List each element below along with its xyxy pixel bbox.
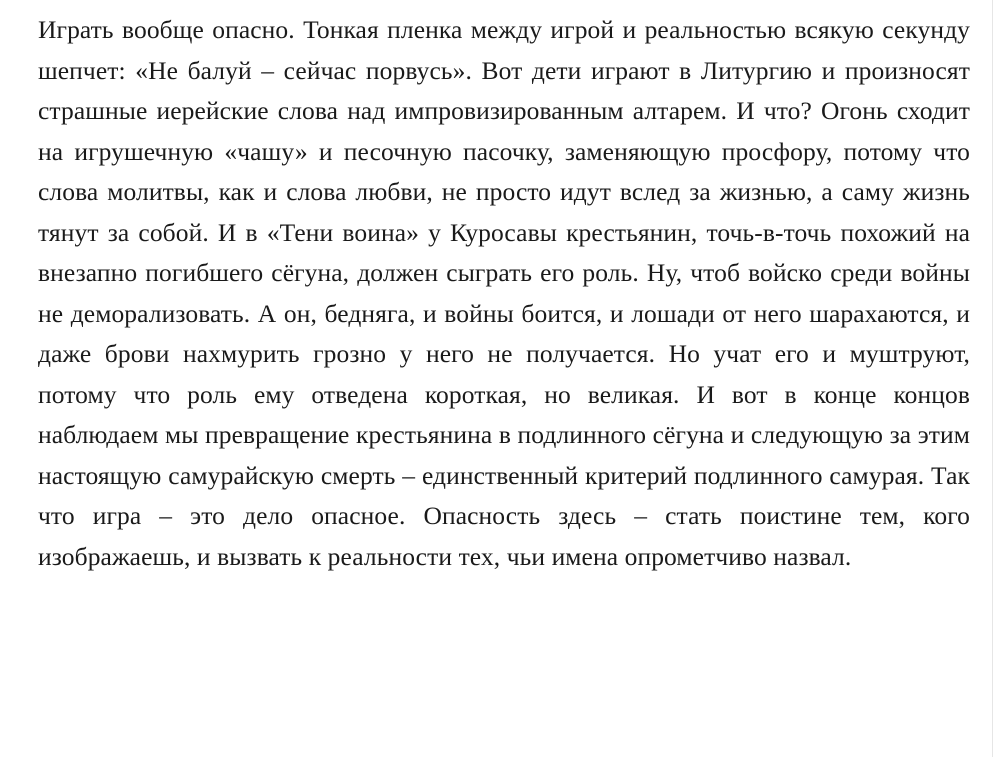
page-edge-divider (992, 0, 993, 757)
document-page (38, 10, 970, 577)
body-paragraph: Играть вообще опасно. Тонкая пленка между игрой и реальностью всякую секунду шепчет: «Не балуй – сейчас порвусь». Вот дети играют в Литургию и произносят страшные иерейские слова над импровизированным алтарем. И что? Огонь сходит на игрушечную «чашу» и песочную пасочку, заменяющую просфору, потому что слова молитвы, как и слова любви, не просто идут вслед за жизнью, а саму жизнь тянут за собой. И в «Тени воина» у Куросавы крестьянин, точь-в-точь похожий на внезапно погибшего сёгуна, должен сыграть его роль. Ну, чтоб войско среди войны не деморализовать. А он, бедняга, и войны боится, и лошади от него шарахаются, и даже брови нахмурить грозно у него не получается. Но учат его и муштруют, потому что роль ему отведена короткая, но великая. И вот в конце концов наблюдаем мы превращение крестьянина в подлинного сёгуна и следующую за этим настоящую самурайскую смерть – единственный критерий подлинного самурая. Так что игра – это дело опасное. Опасность здесь – стать поистине тем, кого изображаешь, и вызвать к реальности тех, чьи имена опрометчиво назвал. (38, 15, 970, 571)
